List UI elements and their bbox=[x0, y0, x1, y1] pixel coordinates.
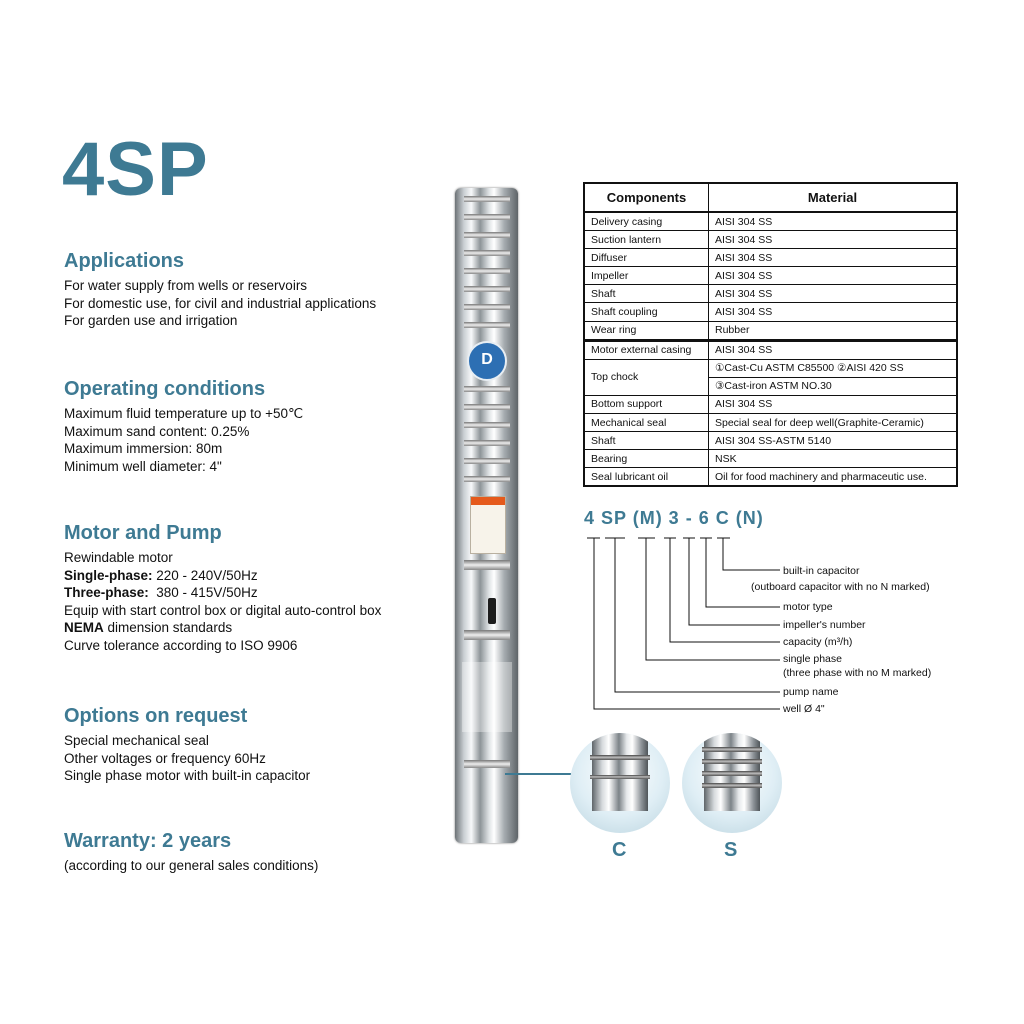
options-line: Single phase motor with built-in capacitor bbox=[64, 768, 311, 783]
component-name: Diffuser bbox=[584, 249, 709, 267]
pump-ring bbox=[464, 440, 510, 446]
variant-c-image bbox=[570, 733, 670, 833]
motor-line: Curve tolerance according to ISO 9906 bbox=[64, 637, 298, 653]
single-phase-value: 220 - 240V/50Hz bbox=[152, 567, 258, 583]
component-name: Delivery casing bbox=[584, 212, 709, 231]
component-material: AISI 304 SS bbox=[709, 267, 958, 285]
component-name: Impeller bbox=[584, 267, 709, 285]
component-name: Bearing bbox=[584, 450, 709, 468]
operating-line: Maximum sand content: 0.25% bbox=[64, 423, 250, 439]
detail-connector bbox=[505, 773, 575, 775]
operating-heading: Operating conditions bbox=[64, 378, 266, 400]
pump-ring bbox=[464, 476, 510, 482]
label-single-phase: single phase bbox=[783, 653, 842, 665]
product-title: 4SP bbox=[62, 127, 209, 212]
pump-ring bbox=[464, 404, 510, 410]
component-name: Shaft bbox=[584, 285, 709, 303]
options-heading: Options on request bbox=[64, 705, 248, 727]
component-name: Top chock bbox=[584, 359, 709, 395]
options-section bbox=[64, 705, 310, 785]
label-capacity: capacity (m³/h) bbox=[783, 636, 853, 648]
pump-ring bbox=[464, 422, 510, 428]
brand-logo-icon bbox=[467, 341, 507, 381]
pump-ring bbox=[464, 560, 510, 570]
table-row bbox=[584, 468, 957, 487]
three-phase-label: Three-phase: bbox=[64, 585, 149, 600]
pump-ring bbox=[464, 196, 510, 202]
pump-ring bbox=[464, 232, 510, 238]
applications-line: For garden use and irrigation bbox=[64, 313, 238, 328]
table-row bbox=[584, 359, 957, 377]
operating-line: Maximum immersion: 80m bbox=[64, 441, 223, 456]
operating-line: Minimum well diameter: 4" bbox=[64, 458, 222, 474]
warranty-heading: Warranty: 2 years bbox=[64, 830, 232, 852]
component-material: Special seal for deep well(Graphite-Ceramic) bbox=[709, 414, 958, 432]
three-phase-value: 380 - 415V/50Hz bbox=[148, 585, 258, 600]
motor-line: Rewindable motor bbox=[64, 550, 173, 565]
pump-ring bbox=[464, 386, 510, 392]
component-name: Shaft bbox=[584, 432, 709, 450]
table-row bbox=[584, 414, 957, 432]
applications-heading: Applications bbox=[64, 250, 185, 272]
nema-value: dimension standards bbox=[103, 620, 233, 635]
label-capacitor-note: (outboard capacitor with no N marked) bbox=[751, 581, 930, 593]
label-single-phase-note: (three phase with no M marked) bbox=[783, 667, 932, 679]
warranty-section bbox=[64, 830, 318, 875]
pump-ring bbox=[464, 214, 510, 220]
model-code: 4 SP (M) 3 - 6 C (N) bbox=[584, 508, 764, 528]
component-material: Oil for food machinery and pharmaceutic use. bbox=[709, 468, 958, 487]
table-row bbox=[584, 303, 957, 321]
component-material: AISI 304 SS bbox=[709, 249, 958, 267]
pump-ring bbox=[464, 630, 510, 640]
cable-guard bbox=[488, 598, 496, 624]
component-name: Shaft coupling bbox=[584, 303, 709, 321]
component-material: AISI 304 SS bbox=[709, 395, 958, 413]
single-phase-line bbox=[64, 567, 381, 585]
brand-logo-text: D bbox=[481, 351, 493, 368]
table-row bbox=[584, 267, 957, 285]
table-row bbox=[584, 231, 957, 249]
label-pump-name: pump name bbox=[783, 686, 839, 698]
component-material: AISI 304 SS bbox=[709, 231, 958, 249]
motor-section bbox=[64, 522, 381, 654]
label-motor-type: motor type bbox=[783, 601, 833, 613]
motor-nameplate bbox=[462, 662, 512, 732]
component-material: AISI 304 SS bbox=[709, 285, 958, 303]
component-name: Seal lubricant oil bbox=[584, 468, 709, 487]
component-material: AISI 304 SS-ASTM 5140 bbox=[709, 432, 958, 450]
variant-s-image bbox=[682, 733, 782, 833]
component-material: NSK bbox=[709, 450, 958, 468]
pump-ring bbox=[464, 322, 510, 328]
pump-ring bbox=[464, 304, 510, 310]
variant-c-label: C bbox=[612, 839, 627, 861]
options-line: Special mechanical seal bbox=[64, 733, 209, 748]
table-row bbox=[584, 212, 957, 231]
table-row bbox=[584, 395, 957, 413]
header-material: Material bbox=[709, 183, 958, 212]
nema-line bbox=[64, 619, 381, 637]
component-material: Rubber bbox=[709, 321, 958, 340]
component-name: Mechanical seal bbox=[584, 414, 709, 432]
warranty-note: (according to our general sales conditions) bbox=[64, 858, 319, 873]
component-material: AISI 304 SS bbox=[709, 212, 958, 231]
pump-ring bbox=[464, 268, 510, 274]
component-name: Suction lantern bbox=[584, 231, 709, 249]
leader-motor-type bbox=[706, 538, 780, 607]
table-row bbox=[584, 249, 957, 267]
label-impellers: impeller's number bbox=[783, 619, 866, 631]
three-phase-line bbox=[64, 584, 381, 602]
pump-ring bbox=[464, 760, 510, 768]
pump-ring bbox=[464, 458, 510, 464]
table-row bbox=[584, 285, 957, 303]
applications-section bbox=[64, 250, 376, 330]
leader-well bbox=[594, 538, 780, 709]
component-material: ③Cast-iron ASTM NO.30 bbox=[709, 377, 958, 395]
leader-capacitor bbox=[723, 538, 780, 570]
table-row bbox=[584, 321, 957, 340]
component-material: AISI 304 SS bbox=[709, 303, 958, 321]
single-phase-label: Single-phase: bbox=[64, 567, 153, 583]
label-well: well Ø 4" bbox=[783, 703, 825, 715]
table-row bbox=[584, 432, 957, 450]
applications-line: For water supply from wells or reservoirs bbox=[64, 278, 308, 293]
motor-heading: Motor and Pump bbox=[64, 522, 222, 544]
pump-ring bbox=[464, 286, 510, 292]
nema-label: NEMA bbox=[64, 620, 104, 635]
label-capacitor: built-in capacitor bbox=[783, 565, 860, 577]
motor-line: Equip with start control box or digital auto-control box bbox=[64, 602, 382, 618]
operating-line: Maximum fluid temperature up to +50℃ bbox=[64, 406, 304, 421]
table-row bbox=[584, 450, 957, 468]
component-name: Motor external casing bbox=[584, 340, 709, 359]
component-name: Bottom support bbox=[584, 395, 709, 413]
component-name: Wear ring bbox=[584, 321, 709, 340]
pump-ring bbox=[464, 250, 510, 256]
component-material: ①Cast-Cu ASTM C85500 ②AISI 420 SS bbox=[709, 359, 958, 377]
options-line: Other voltages or frequency 60Hz bbox=[64, 750, 266, 766]
variant-s-label: S bbox=[724, 839, 738, 861]
component-material: AISI 304 SS bbox=[709, 340, 958, 359]
table-header-row bbox=[584, 183, 957, 212]
components-table bbox=[583, 182, 958, 487]
table-row bbox=[584, 340, 957, 359]
warning-sticker bbox=[470, 496, 506, 554]
header-components: Components bbox=[584, 183, 709, 212]
applications-line: For domestic use, for civil and industrial applications bbox=[64, 295, 377, 311]
leader-pump-name bbox=[615, 538, 780, 692]
model-code-leader-lines bbox=[580, 530, 780, 720]
operating-section bbox=[64, 378, 303, 475]
